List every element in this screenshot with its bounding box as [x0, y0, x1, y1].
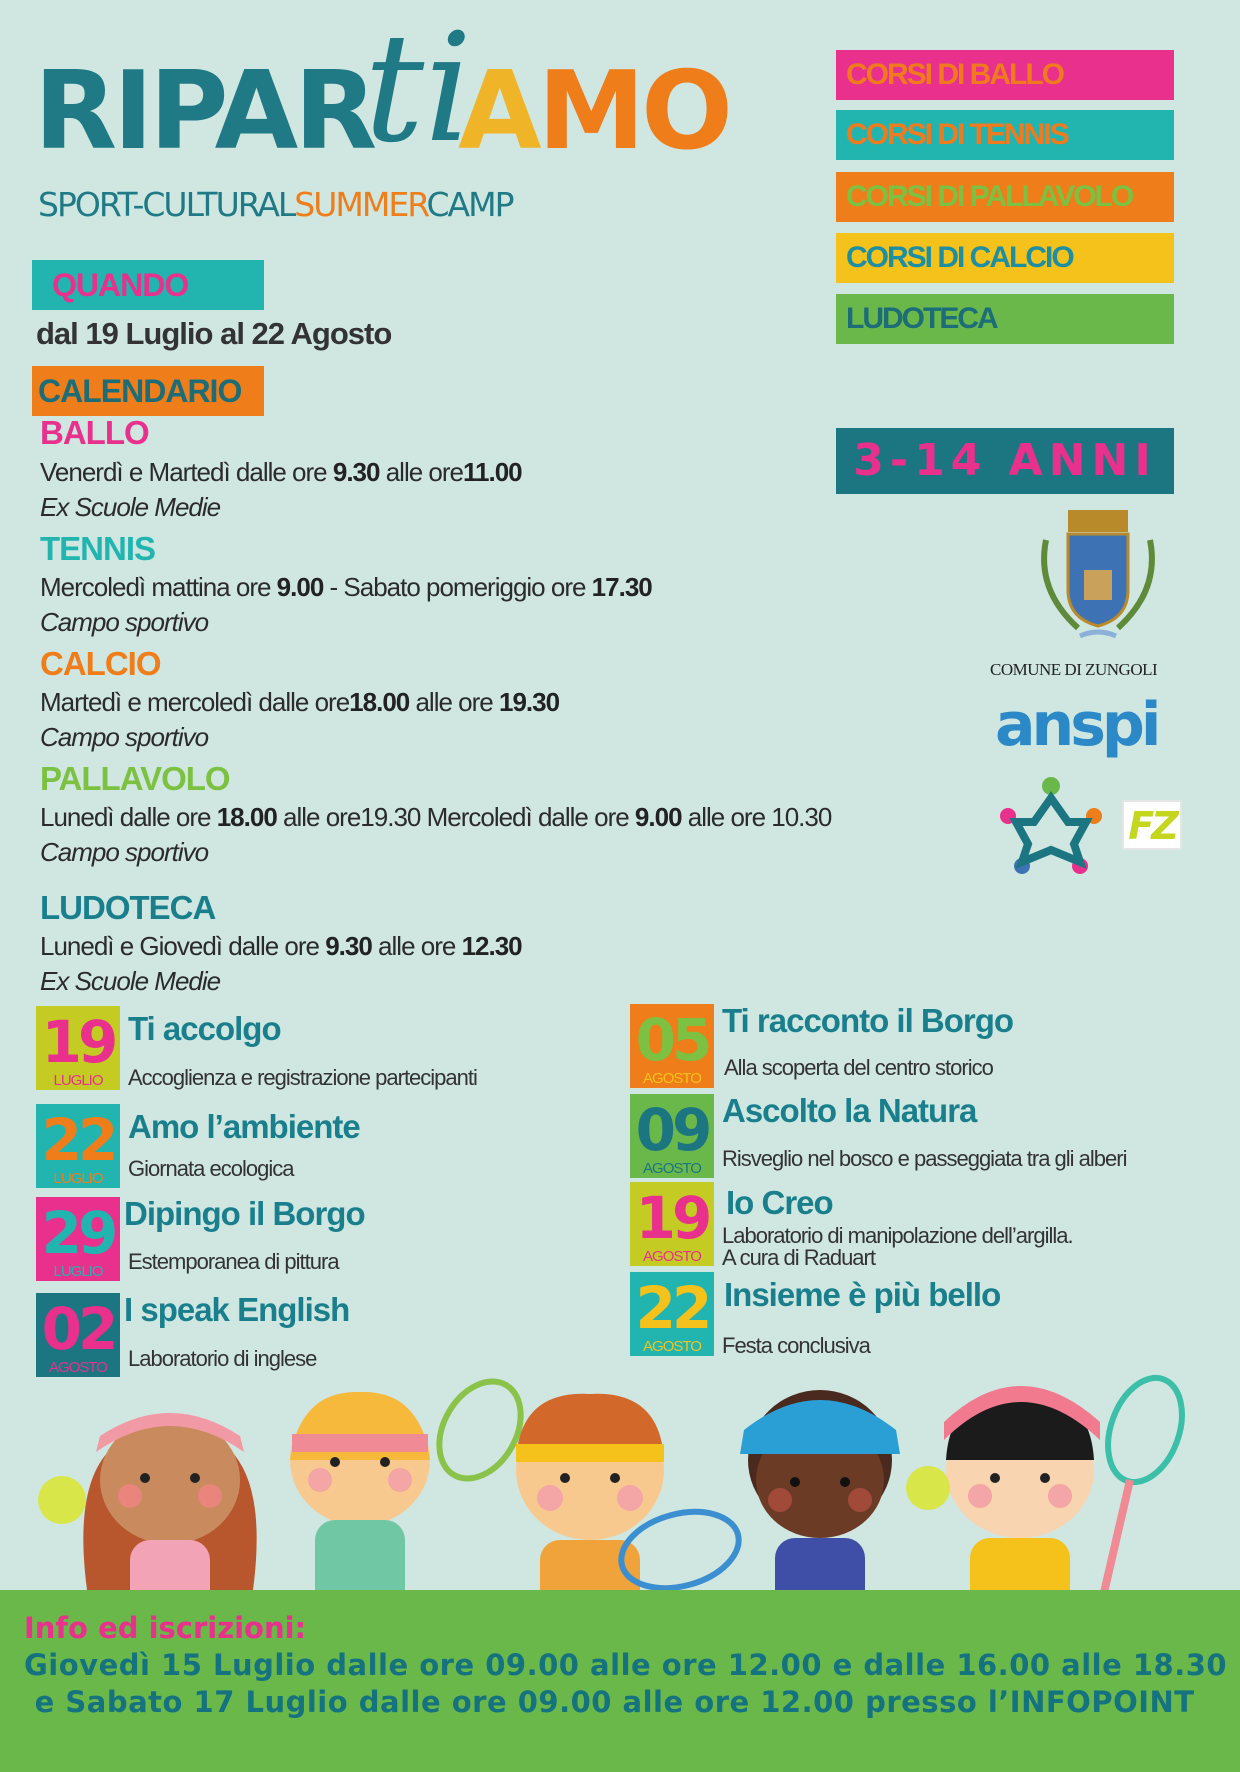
pallavolo-l1: Lunedì dalle ore	[40, 802, 217, 832]
title-ti: ti	[364, 2, 473, 176]
pallavolo-l3: alle ore 10.30	[681, 802, 832, 832]
date-day: 19	[41, 1008, 115, 1076]
ludoteca-l2: alle ore	[371, 931, 462, 961]
event-desc: Alla scoperta del centro storico	[724, 1055, 993, 1080]
subtitle	[38, 185, 513, 224]
subtitle-camp: CAMP	[426, 185, 513, 224]
pallavolo-l2: alle ore19.30 Mercoledì dalle ore	[276, 802, 635, 832]
date-badge	[36, 1293, 120, 1377]
course-ludoteca: LUDOTECA	[836, 294, 1174, 344]
title-a: A	[458, 49, 538, 174]
ballo-l2: alle ore	[379, 457, 463, 487]
ludoteca-schedule	[40, 931, 522, 962]
ballo-place: Ex Scuole Medie	[40, 492, 221, 522]
event-desc-credit: A cura di Raduart	[722, 1245, 875, 1270]
calendario-label: CALENDARIO	[32, 366, 264, 416]
tennis-t1: 9.00	[276, 572, 324, 602]
calcio-place: Campo sportivo	[40, 722, 209, 752]
title-ripar: RIPAR	[34, 49, 374, 174]
tennis-schedule	[40, 572, 652, 603]
comune-crest-icon	[1018, 500, 1178, 660]
course-calcio: CORSI DI CALCIO	[836, 233, 1174, 283]
fz-logo: FZ	[1122, 800, 1182, 850]
tennis-l2: - Sabato pomeriggio ore	[323, 572, 592, 602]
date-badge	[36, 1104, 120, 1188]
event-title: Dipingo il Borgo	[124, 1195, 365, 1232]
ballo-title: BALLO	[40, 414, 149, 451]
date-month: LUGLIO	[53, 1263, 103, 1280]
calcio-title: CALCIO	[40, 645, 161, 682]
info-line-2: e Sabato 17 Luglio dalle ore 09.00 alle ore 12.00 presso l’INFOPOINT	[24, 1685, 1195, 1719]
event-desc: Estemporanea di pittura	[128, 1249, 339, 1274]
quando-text: dal 19 Luglio al 22 Agosto	[36, 316, 392, 351]
info-title: Info ed iscrizioni:	[24, 1611, 307, 1645]
calcio-l1: Martedì e mercoledì dalle ore	[40, 687, 350, 717]
ballo-t2: 11.00	[462, 457, 522, 487]
date-month: LUGLIO	[53, 1072, 103, 1089]
tennis-l1: Mercoledì mattina ore	[40, 572, 277, 602]
date-day: 05	[635, 1006, 709, 1074]
pallavolo-t2: 9.00	[634, 802, 682, 832]
event-title: Ti accolgo	[128, 1010, 281, 1047]
course-tennis: CORSI DI TENNIS	[836, 110, 1174, 160]
date-badge	[36, 1197, 120, 1281]
anspi-logo: anspi	[995, 690, 1158, 760]
event-title: I speak English	[124, 1291, 350, 1328]
pallavolo-t1: 18.00	[216, 802, 277, 832]
pallavolo-schedule	[40, 802, 831, 833]
date-day: 22	[635, 1274, 709, 1342]
ludoteca-place: Ex Scuole Medie	[40, 966, 221, 996]
event-title: Amo l’ambiente	[128, 1108, 360, 1145]
quando-label: QUANDO	[32, 260, 264, 310]
event-desc: Giornata ecologica	[128, 1156, 294, 1181]
ludoteca-t1: 9.30	[325, 931, 372, 961]
calcio-t2: 19.30	[498, 687, 560, 717]
subtitle-sport-cultural: SPORT-CULTURAL	[38, 185, 295, 224]
event-title: Ti racconto il Borgo	[722, 1002, 1014, 1039]
tennis-t2: 17.30	[591, 572, 652, 602]
date-month: AGOSTO	[643, 1248, 701, 1265]
tennis-title: TENNIS	[40, 530, 156, 567]
info-line-1: Giovedì 15 Luglio dalle ore 09.00 alle ore 12.00 e dalle 16.00 alle 18.30	[24, 1648, 1228, 1682]
comune-label: COMUNE DI ZUNGOLI	[990, 660, 1158, 679]
date-badge	[630, 1272, 714, 1356]
date-badge	[630, 1004, 714, 1088]
ludoteca-l1: Lunedì e Giovedì dalle ore	[40, 931, 326, 961]
title-o: O	[641, 49, 729, 174]
pallavolo-title: PALLAVOLO	[40, 760, 230, 797]
event-title: Io Creo	[726, 1184, 833, 1221]
calcio-l2: alle ore	[409, 687, 499, 717]
tennis-place: Campo sportivo	[40, 607, 209, 637]
star-people-logo-icon	[996, 772, 1106, 878]
kids-illustration-icon	[0, 1370, 1240, 1610]
event-desc: Risveglio nel bosco e passeggiata tra gli alberi	[722, 1146, 1127, 1171]
course-pallavolo: CORSI DI PALLAVOLO	[836, 172, 1174, 222]
date-day: 29	[41, 1199, 115, 1267]
ludoteca-t2: 12.30	[461, 931, 522, 961]
event-title: Insieme è più bello	[724, 1276, 1001, 1313]
subtitle-summer: SUMMER	[294, 185, 427, 224]
date-month: AGOSTO	[643, 1160, 701, 1177]
date-month: AGOSTO	[49, 1359, 107, 1376]
date-day: 09	[635, 1096, 709, 1164]
title-amo	[458, 49, 729, 174]
date-day: 22	[41, 1106, 115, 1174]
title-logo	[34, 2, 729, 224]
course-ballo: CORSI DI BALLO	[836, 50, 1174, 100]
date-badge	[630, 1094, 714, 1178]
title-m: M	[537, 49, 642, 174]
date-month: AGOSTO	[643, 1338, 701, 1355]
event-title: Ascolto la Natura	[722, 1092, 977, 1129]
event-desc: Laboratorio di manipolazione dell’argilla.	[722, 1223, 1073, 1248]
date-day: 02	[41, 1295, 115, 1363]
date-badge	[36, 1006, 120, 1090]
ballo-t1: 9.30	[332, 457, 380, 487]
ballo-l1: Venerdì e Martedì dalle ore	[40, 457, 333, 487]
event-desc: Festa conclusiva	[722, 1333, 870, 1358]
date-month: AGOSTO	[643, 1070, 701, 1087]
date-day: 19	[635, 1184, 709, 1252]
calcio-schedule	[40, 687, 559, 718]
ludoteca-title: LUDOTECA	[40, 889, 216, 926]
date-badge	[630, 1182, 714, 1266]
age-range-badge: 3-14 ANNI	[836, 428, 1174, 494]
event-desc: Laboratorio di inglese	[128, 1346, 317, 1371]
date-month: LUGLIO	[53, 1170, 103, 1187]
pallavolo-place: Campo sportivo	[40, 837, 209, 867]
calcio-t1: 18.00	[349, 687, 410, 717]
event-desc: Accoglienza e registrazione partecipanti	[128, 1065, 477, 1090]
ballo-schedule	[40, 457, 522, 488]
